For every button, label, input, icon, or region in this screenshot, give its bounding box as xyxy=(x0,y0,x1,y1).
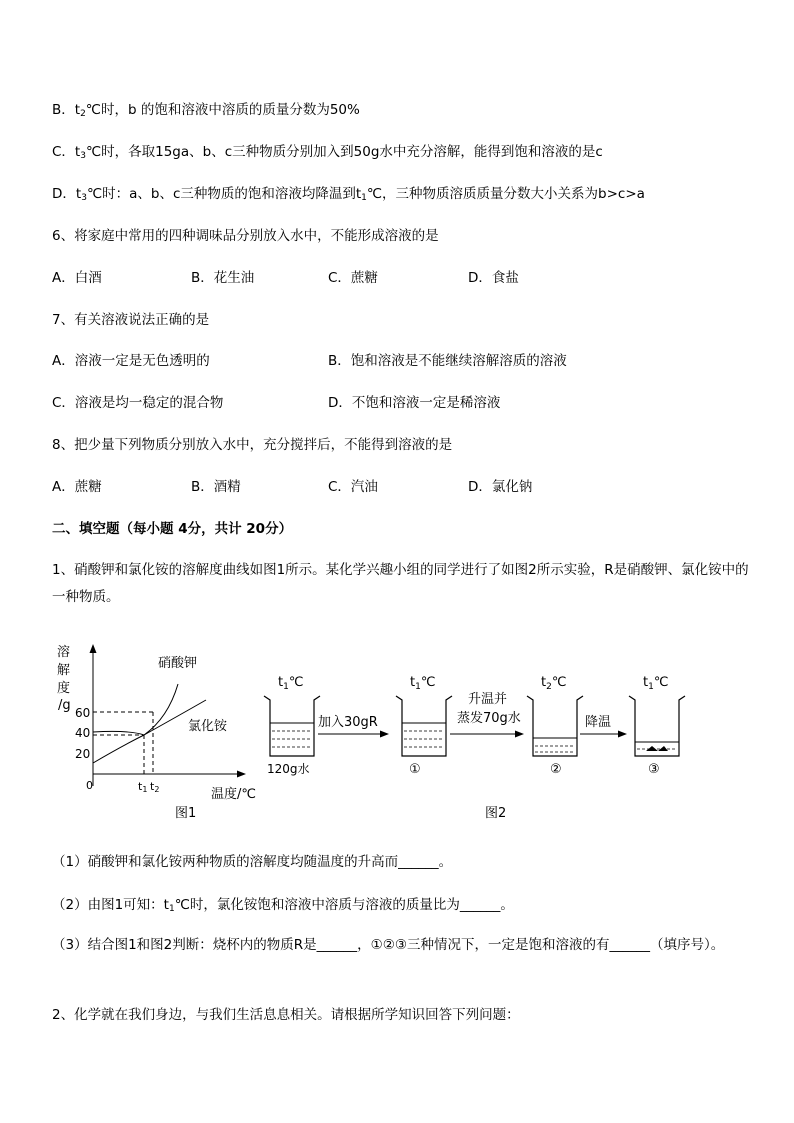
q5-option-d: D．$t_3℃$时：a、b、c三种物质的饱和溶液均降温到$t_1℃$，三种物质溶质质量分数大小关系为b>c>a xyxy=(52,186,645,203)
figure1-caption: 图1 xyxy=(175,806,197,821)
nh4cl-label: 氯化铵 xyxy=(188,719,228,734)
beaker3-label: ③ xyxy=(648,762,660,777)
q6-stem: 6、将家庭中常用的四种调味品分别放入水中，不能形成溶液的是 xyxy=(52,228,439,244)
q8-stem: 8、把少量下列物质分别放入水中，充分搅拌后，不能得到溶液的是 xyxy=(52,437,453,453)
y-tick-60: 60 xyxy=(75,706,91,720)
figure2-caption: 图2 xyxy=(485,806,507,821)
fq1-sub1: （1）硝酸钾和氯化铵两种物质的溶解度均随温度的升高而______。 xyxy=(52,854,453,870)
fq1-stem: 1、硝酸钾和氯化铵的溶解度曲线如图1所示。某化学兴趣小组的同学进行了如图2所示实验，R是硝酸钾、氯化铵中的一种物质。 xyxy=(52,562,749,605)
y-label-3: 度 xyxy=(57,681,71,696)
q6-option-c: C．蔗糖 xyxy=(328,270,378,286)
y-tick-20: 20 xyxy=(75,747,91,761)
beaker0-label: 120g水 xyxy=(267,762,310,776)
q7-options-row2 xyxy=(52,393,752,413)
step2-label-line2: 蒸发70g水 xyxy=(457,711,521,726)
arrow1-head xyxy=(380,731,389,738)
arrow2-head xyxy=(515,731,524,738)
kno3-label: 硝酸钾 xyxy=(158,656,198,671)
q5-option-c: C．$t_3℃$时，各取15ga、b、c三种物质分别加入到50g水中充分溶解，能得到饱和溶液的是c xyxy=(52,144,603,161)
q7-stem: 7、有关溶液说法正确的是 xyxy=(52,312,210,328)
figure1-solubility-chart xyxy=(57,644,256,821)
q6-option-b: B．花生油 xyxy=(191,270,255,286)
q6-option-d: D．食盐 xyxy=(468,270,519,286)
q8-option-b: B．酒精 xyxy=(191,479,241,495)
x-tick-t1: t1 xyxy=(138,780,148,794)
beaker0-liquid-hatch xyxy=(272,731,312,747)
beaker2-body xyxy=(527,696,583,756)
beaker3-crystals xyxy=(646,746,668,751)
figures xyxy=(0,630,794,870)
q7-option-c: C．溶液是均一稳定的混合物 xyxy=(52,395,224,411)
fq2-stem: 2、化学就在我们身边，与我们生活息息相关。请根据所学知识回答下列问题： xyxy=(52,1007,520,1023)
fq1-sub2: （2）由图1可知：$t_1℃$时，氯化铵饱和溶液中溶质与溶液的质量比为______。 xyxy=(52,897,514,914)
x-label: 温度/℃ xyxy=(211,787,256,802)
q5-option-b: B．$t_2℃$时，b 的饱和溶液中溶质的质量分数为50% xyxy=(52,102,360,119)
beaker1-label: ① xyxy=(409,762,421,777)
q8-option-d: D．氯化钠 xyxy=(468,479,533,495)
y-axis-arrow xyxy=(90,644,97,653)
beaker0-temp: $t_1℃$ xyxy=(278,675,304,692)
beaker1-temp: $t_1℃$ xyxy=(410,675,436,692)
beaker2-temp: $t_2℃$ xyxy=(541,675,567,692)
origin-label: 0 xyxy=(86,779,93,792)
beaker2-label: ② xyxy=(550,762,562,777)
q7-option-d: D．不饱和溶液一定是稀溶液 xyxy=(328,395,501,411)
x-axis-arrow xyxy=(237,771,246,778)
beaker3-body xyxy=(629,696,685,756)
arrow3-head xyxy=(618,731,627,738)
y-label-1: 溶 xyxy=(57,645,71,660)
q7-options-row1 xyxy=(52,351,752,371)
q8-option-c: C．汽油 xyxy=(328,479,378,495)
y-label-2: 解 xyxy=(57,663,71,678)
x-tick-t2: t2 xyxy=(150,780,160,794)
step3-label: 降温 xyxy=(585,715,612,730)
y-tick-40: 40 xyxy=(75,726,91,740)
q7-option-b: B．饱和溶液是不能继续溶解溶质的溶液 xyxy=(328,353,567,369)
fq1-sub3: （3）结合图1和图2判断：烧杯内的物质R是______，①②③三种情况下，一定是饱和溶液的有______（填序号）。 xyxy=(52,937,725,953)
y-label-4: /g xyxy=(58,698,71,713)
step2-label-line1: 升温并 xyxy=(468,692,508,707)
step1-label: 加入30gR xyxy=(318,715,378,730)
q7-option-a: A．溶液一定是无色透明的 xyxy=(52,353,210,369)
q6-options xyxy=(52,268,752,288)
q8-options xyxy=(52,477,752,497)
section-heading: 二、填空题（每小题 4分，共计 20分） xyxy=(52,521,293,537)
figure2-experiment xyxy=(264,675,685,821)
beaker3-temp: $t_1℃$ xyxy=(643,675,669,692)
q8-option-a: A．蔗糖 xyxy=(52,479,102,495)
beaker2-liquid-hatch xyxy=(535,746,575,752)
q6-option-a: A．白酒 xyxy=(52,270,102,286)
beaker1-liquid-hatch xyxy=(404,731,444,747)
